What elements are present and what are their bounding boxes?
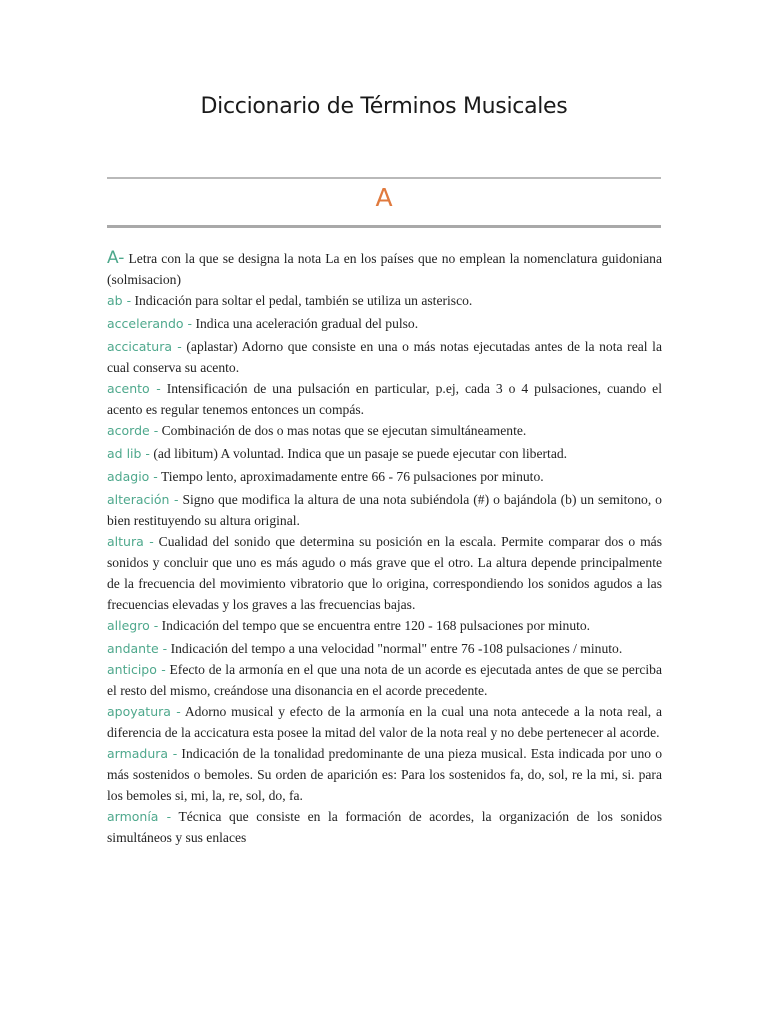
- glossary-entry: [107, 806, 662, 848]
- entry-term: A-: [107, 248, 125, 268]
- entry-definition: Tiempo lento, aproximadamente entre 66 - 76 pulsaciones por minuto.: [157, 469, 544, 484]
- entry-term: armonía -: [107, 809, 172, 824]
- entry-term: ab -: [107, 293, 132, 308]
- section-letter-heading: A: [375, 183, 393, 212]
- entry-definition: Técnica que consiste en la formación de acordes, la organización de los sonidos simultáneos y sus enlaces: [107, 809, 662, 845]
- entry-term: accelerando -: [107, 316, 193, 331]
- entry-definition: Indica una aceleración gradual del pulso.: [192, 316, 419, 331]
- entry-definition: Signo que modifica la altura de una nota subiéndola (#) o bajándola (b) un semitono, o bien restituyendo su altura original.: [107, 492, 662, 528]
- entry-definition: Indicación del tempo que se encuentra entre 120 - 168 pulsaciones por minuto.: [158, 618, 591, 633]
- glossary-entry: [107, 638, 662, 659]
- entry-definition: Efecto de la armonía en el que una nota de un acorde es ejecutada antes de que se perciba el resto del mismo, creándose una disonancia en el acorde precedente.: [107, 662, 663, 698]
- document-title: Diccionario de Términos Musicales: [200, 94, 568, 119]
- entry-term: ad lib -: [107, 446, 150, 461]
- entry-term: acento -: [107, 381, 161, 396]
- glossary-entry: [107, 615, 662, 636]
- entry-definition: Adorno musical y efecto de la armonía en la cual una nota antecede a la nota real, a diferencia de la accicatura esta posee la mitad del valor de la nota real y no debe pertenecer al acorde.: [107, 704, 662, 740]
- entry-term: alteración -: [107, 492, 179, 507]
- entry-definition: Indicación para soltar el pedal, también se utiliza un asterisco.: [131, 293, 473, 308]
- glossary-entry: [107, 336, 662, 378]
- glossary-entry: [107, 313, 662, 334]
- glossary-entry: [107, 420, 662, 441]
- glossary-entry: [107, 248, 662, 290]
- entry-term: allegro -: [107, 618, 159, 633]
- glossary-entry: [107, 659, 662, 701]
- top-divider: [107, 177, 661, 179]
- entry-term: accicatura -: [107, 339, 182, 354]
- entry-definition: (aplastar) Adorno que consiste en una o más notas ejecutadas antes de la nota real la cual conserva su acento.: [107, 339, 662, 375]
- entry-term: andante -: [107, 641, 168, 656]
- glossary-entry: [107, 378, 662, 420]
- entry-definition: Cualidad del sonido que determina su posición en la escala. Permite comparar dos o más sonidos y concluir que uno es más agudo o más grave que el otro. La altura depende principalmente de la frecuencia del movimiento vibratorio que lo origina, correspondiendo los sonidos agudos a las frecuencias elevadas y los graves a las frecuencias bajas.: [107, 534, 662, 612]
- entry-definition: Letra con la que se designa la nota La en los países que no emplean la nomenclatura guidoniana (solmisacion): [107, 251, 662, 287]
- glossary-entry: [107, 489, 662, 531]
- entry-term: apoyatura -: [107, 704, 181, 719]
- glossary-entry: [107, 290, 662, 311]
- glossary-entries: [107, 248, 662, 848]
- entry-term: anticipo -: [107, 662, 166, 677]
- glossary-entry: [107, 743, 662, 806]
- entry-term: altura -: [107, 534, 154, 549]
- glossary-entry: [107, 443, 662, 464]
- entry-definition: Indicación del tempo a una velocidad "normal" entre 76 -108 pulsaciones / minuto.: [167, 641, 623, 656]
- entry-definition: (ad libitum) A voluntad. Indica que un pasaje se puede ejecutar con libertad.: [149, 446, 568, 461]
- entry-term: adagio -: [107, 469, 158, 484]
- entry-definition: Combinación de dos o mas notas que se ejecutan simultáneamente.: [158, 423, 527, 438]
- glossary-entry: [107, 466, 662, 487]
- bottom-divider: [107, 225, 661, 228]
- glossary-entry: [107, 531, 662, 615]
- entry-definition: Indicación de la tonalidad predominante de una pieza musical. Esta indicada por uno o más sostenidos o bemoles. Su orden de aparición es: Para los sostenidos fa, do, sol, re la mi, si. para los bemoles si, mi, la, re, sol, do, fa.: [107, 746, 663, 803]
- entry-definition: Intensificación de una pulsación en particular, p.ej, cada 3 o 4 pulsaciones, cuando el acento es regular tenemos entonces un compás.: [107, 381, 662, 417]
- entry-term: acorde -: [107, 423, 159, 438]
- glossary-entry: [107, 701, 662, 743]
- entry-term: armadura -: [107, 746, 178, 761]
